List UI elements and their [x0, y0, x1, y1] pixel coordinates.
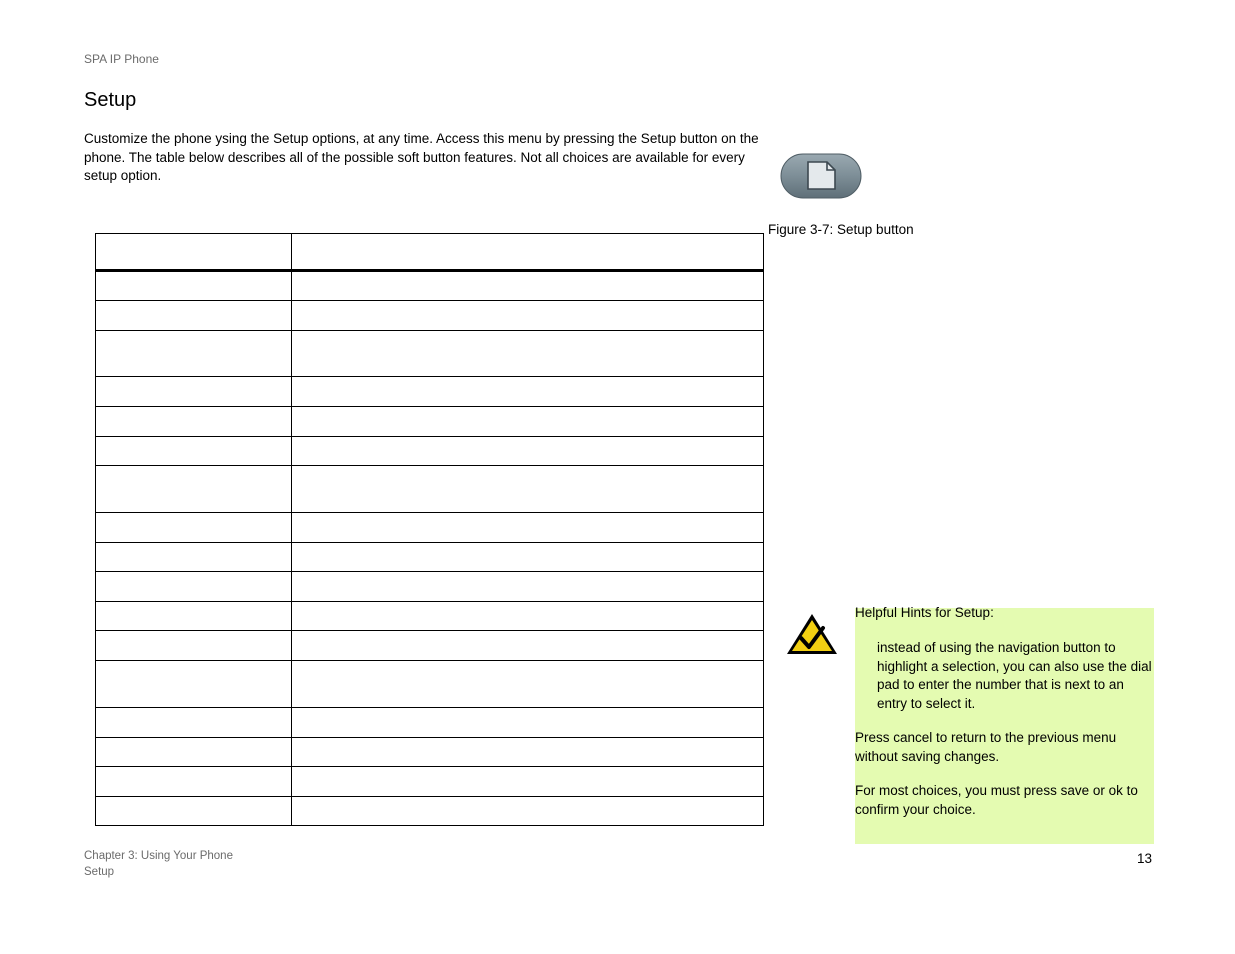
table-row	[96, 708, 764, 738]
table-cell	[292, 661, 764, 708]
table-row	[96, 271, 764, 301]
table-row	[96, 797, 764, 826]
table-cell	[96, 797, 292, 826]
page-number: 13	[1137, 851, 1153, 866]
hints-title: Helpful Hints for Setup:	[855, 605, 994, 620]
table-row	[96, 407, 764, 437]
table-cell	[96, 661, 292, 708]
table-cell	[96, 543, 292, 572]
table-cell	[292, 738, 764, 767]
table-cell	[96, 301, 292, 331]
table-cell	[292, 708, 764, 738]
table-cell	[292, 602, 764, 631]
table-cell	[96, 331, 292, 377]
setup-button-icon	[780, 153, 862, 199]
intro-paragraph: Customize the phone ysing the Setup options, at any time. Access this menu by pressing the Setup button on the phone. The table below describes all of the possible soft button features. Not all choices are available for every setup option.	[84, 131, 759, 183]
table-cell	[96, 602, 292, 631]
table-row	[96, 437, 764, 466]
table-cell	[96, 466, 292, 513]
table-row	[96, 466, 764, 513]
table-row	[96, 602, 764, 631]
table-row	[96, 513, 764, 543]
hint-item: For most choices, you must press save or ok to confirm your choice.	[855, 783, 1138, 817]
table-row	[96, 738, 764, 767]
table-cell	[96, 513, 292, 543]
soft-button-table	[95, 233, 764, 826]
footer-chapter: Chapter 3: Using Your Phone	[84, 850, 233, 862]
table-cell	[96, 572, 292, 602]
table-header-cell	[96, 234, 292, 271]
page-title: Setup	[84, 89, 137, 111]
table-cell	[96, 738, 292, 767]
table-header-row	[96, 234, 764, 271]
table-cell	[292, 543, 764, 572]
table-row	[96, 331, 764, 377]
table-row	[96, 543, 764, 572]
table-cell	[96, 767, 292, 797]
table-cell	[96, 708, 292, 738]
table-cell	[96, 631, 292, 661]
table-cell	[96, 437, 292, 466]
hint-item: instead of using the navigation button to highlight a selection, you can also use the dial pad to enter the number that is next to an entry to select it.	[877, 640, 1152, 711]
table-cell	[292, 797, 764, 826]
table-cell	[292, 572, 764, 602]
checkmark-warning-icon	[785, 611, 839, 657]
table-cell	[292, 631, 764, 661]
figure-caption: Figure 3-7: Setup button	[768, 222, 914, 237]
table-row	[96, 661, 764, 708]
footer-section: Setup	[84, 866, 115, 878]
table-cell	[292, 767, 764, 797]
table-cell	[292, 271, 764, 301]
table-row	[96, 572, 764, 602]
table-row	[96, 631, 764, 661]
table-row	[96, 301, 764, 331]
table-cell	[292, 301, 764, 331]
hint-item: Press cancel to return to the previous menu without saving changes.	[855, 730, 1117, 764]
table-cell	[292, 331, 764, 377]
table-cell	[292, 466, 764, 513]
table-cell	[96, 407, 292, 437]
table-cell	[292, 437, 764, 466]
table-cell	[292, 407, 764, 437]
table-header-cell	[292, 234, 764, 271]
table-row	[96, 377, 764, 407]
table-cell	[96, 377, 292, 407]
table-cell	[96, 271, 292, 301]
running-header: SPA IP Phone	[84, 52, 159, 66]
table-cell	[292, 513, 764, 543]
table-row	[96, 767, 764, 797]
table-cell	[292, 377, 764, 407]
